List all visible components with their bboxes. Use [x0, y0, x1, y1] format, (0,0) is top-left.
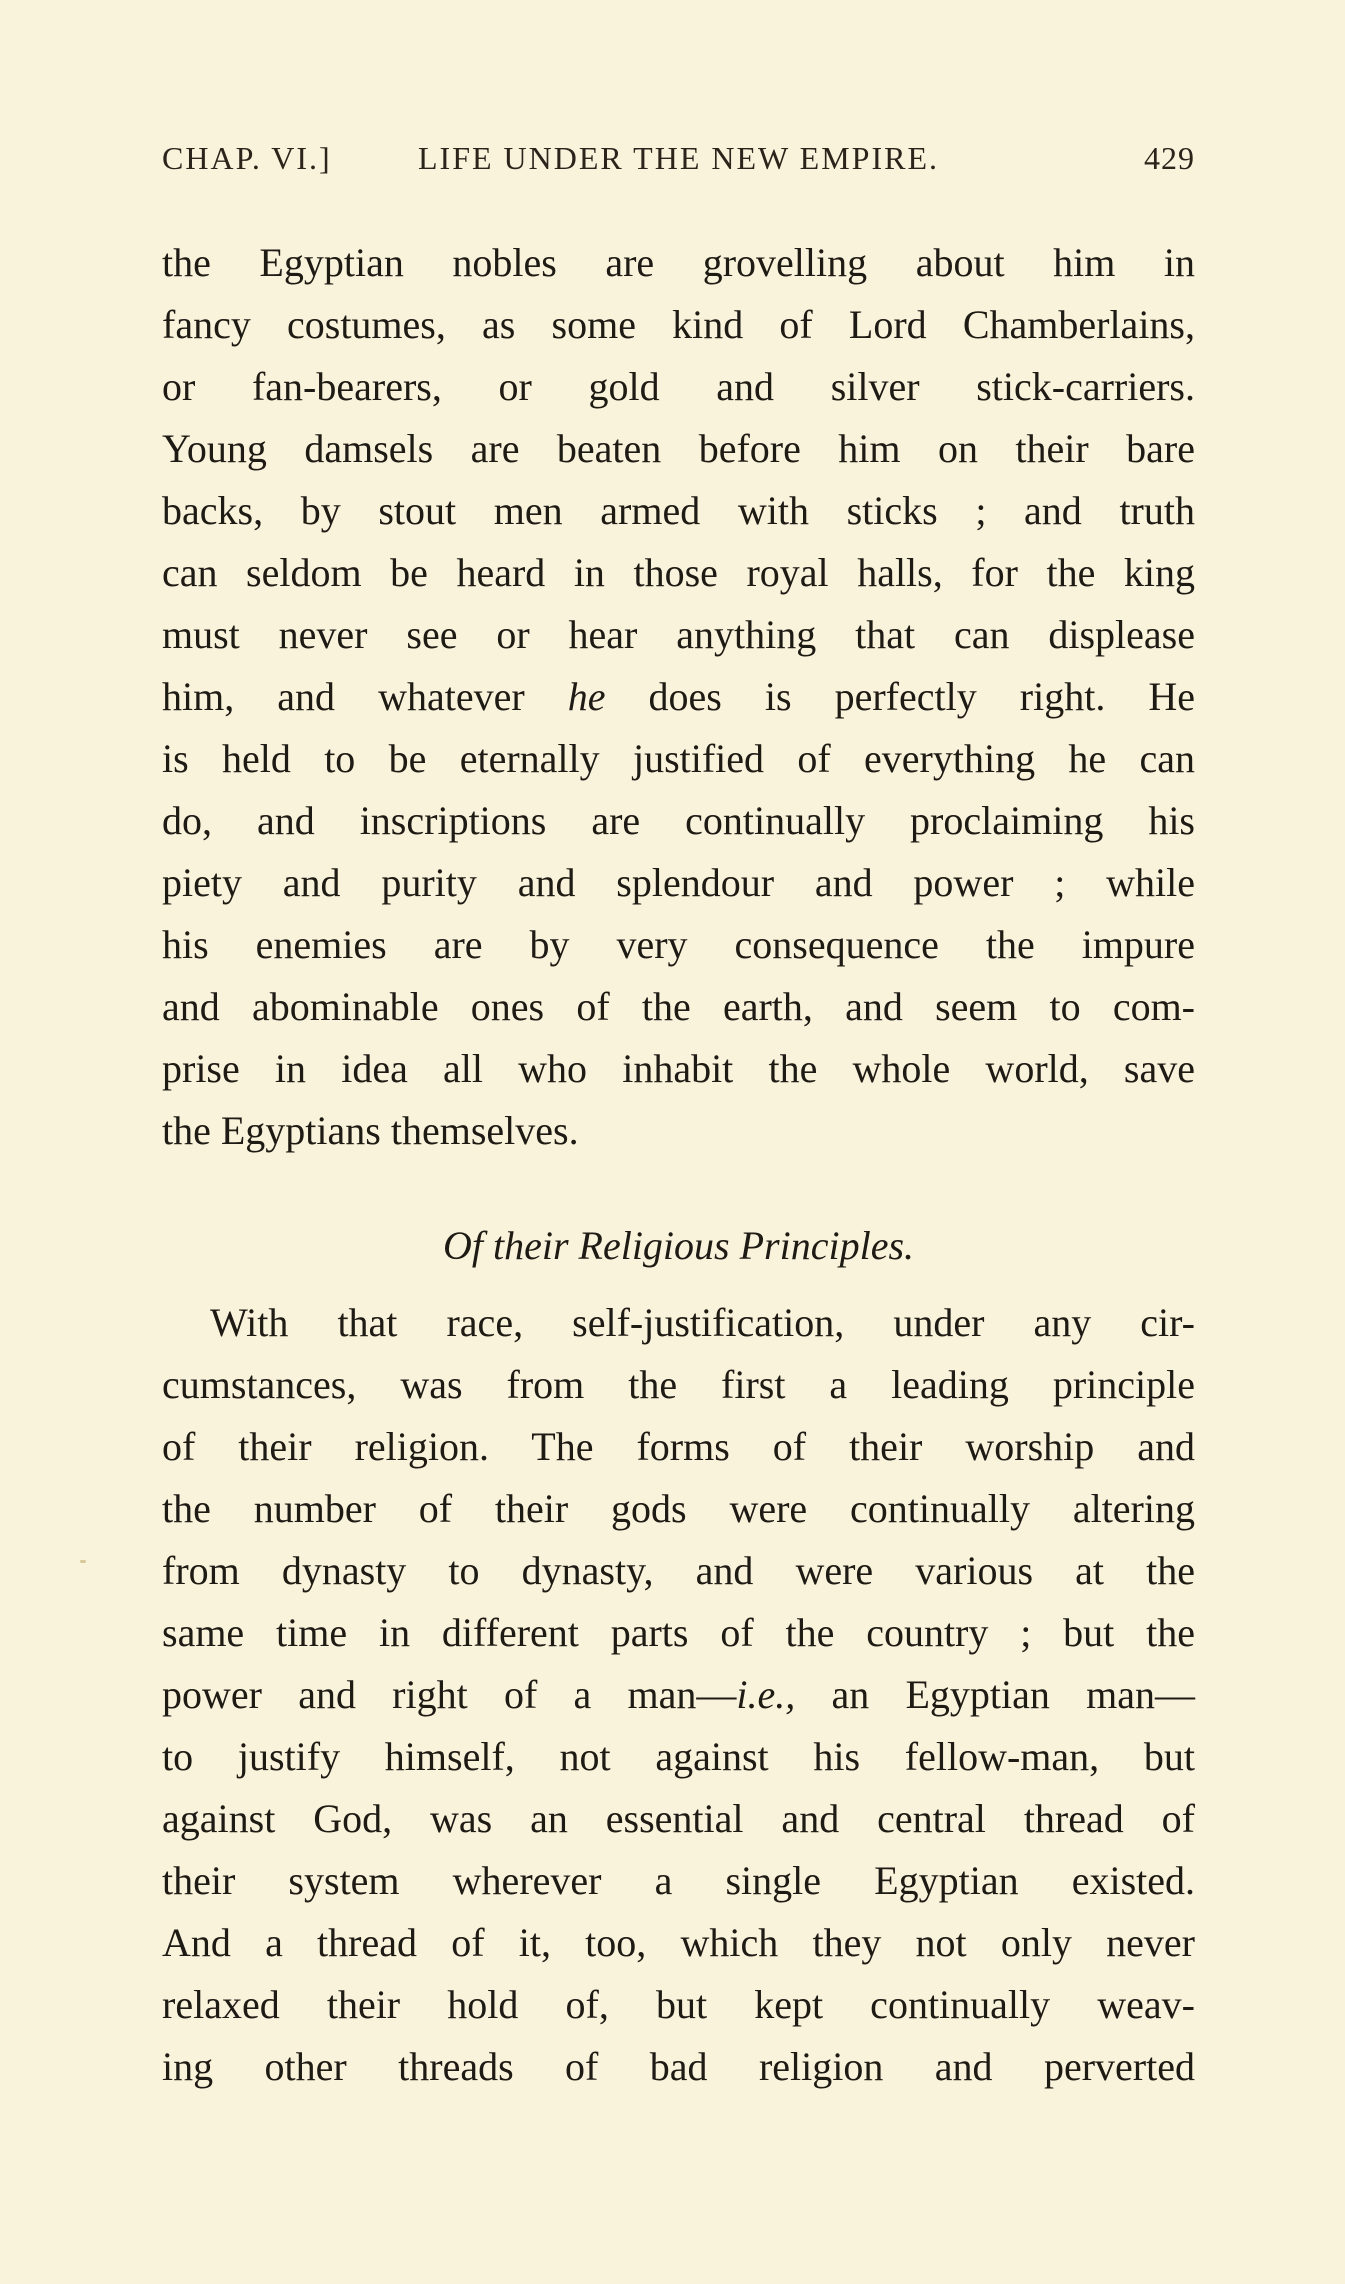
text-line: his enemies are by very consequence the impure	[162, 922, 1195, 967]
text-line: Young damsels are beaten before him on their bare	[162, 426, 1195, 471]
text-segment: power and right of a man—	[162, 1672, 737, 1717]
text-line: must never see or hear anything that can displease	[162, 612, 1195, 657]
text-line-with-emphasis	[162, 666, 1195, 728]
text-line: the Egyptian nobles are grovelling about him in	[162, 240, 1195, 285]
text-segment: him, and whatever	[162, 674, 525, 719]
text-line: can seldom be heard in those royal halls, for the king	[162, 550, 1195, 595]
text-line: cumstances, was from the first a leading principle	[162, 1362, 1195, 1407]
text-line: or fan-bearers, or gold and silver stick-carriers.	[162, 364, 1195, 409]
text-line: backs, by stout men armed with sticks ; and truth	[162, 488, 1195, 533]
text-line: against God, was an essential and central thread of	[162, 1796, 1195, 1841]
text-line: to justify himself, not against his fellow-man, but	[162, 1734, 1195, 1779]
text-line: And a thread of it, too, which they not only never	[162, 1920, 1195, 1965]
text-line: of their religion. The forms of their worship and	[162, 1424, 1195, 1469]
paragraph-1	[162, 232, 1195, 1162]
text-line: relaxed their hold of, but kept continually weav-	[162, 1982, 1195, 2027]
text-line: is held to be eternally justified of everything he can	[162, 736, 1195, 781]
emphasized-word: he	[567, 674, 606, 719]
text-line: prise in idea all who inhabit the whole world, save	[162, 1046, 1195, 1091]
text-line: With that race, self-justification, under any cir-	[210, 1300, 1195, 1345]
text-line: do, and inscriptions are continually proclaiming his	[162, 798, 1195, 843]
text-line-with-emphasis	[162, 1664, 1195, 1726]
paper-mark	[80, 1560, 86, 1563]
text-line: same time in different parts of the country ; but the	[162, 1610, 1195, 1655]
page-number: 429	[1144, 140, 1195, 176]
text-line: fancy costumes, as some kind of Lord Chamberlains,	[162, 302, 1195, 347]
running-header	[162, 140, 1195, 190]
text-line: from dynasty to dynasty, and were various at the	[162, 1548, 1195, 1593]
text-segment: does is perfectly right. He	[648, 674, 1196, 719]
emphasized-abbreviation: i.e.,	[736, 1672, 796, 1717]
paragraph-2	[162, 1292, 1195, 2098]
text-segment: an Egyptian man—	[831, 1672, 1195, 1717]
section-heading: Of their Religious Principles.	[442, 1223, 915, 1268]
running-title: LIFE UNDER THE NEW EMPIRE.	[417, 140, 939, 176]
text-line: their system wherever a single Egyptian existed.	[162, 1858, 1195, 1903]
text-line: ing other threads of bad religion and perverted	[162, 2044, 1195, 2089]
chapter-label: CHAP. VI.]	[162, 140, 332, 176]
text-line: piety and purity and splendour and power ; while	[162, 860, 1195, 905]
text-line: and abominable ones of the earth, and seem to com-	[162, 984, 1195, 1029]
text-line: the Egyptians themselves.	[162, 1108, 579, 1153]
text-line: the number of their gods were continually altering	[162, 1486, 1195, 1531]
